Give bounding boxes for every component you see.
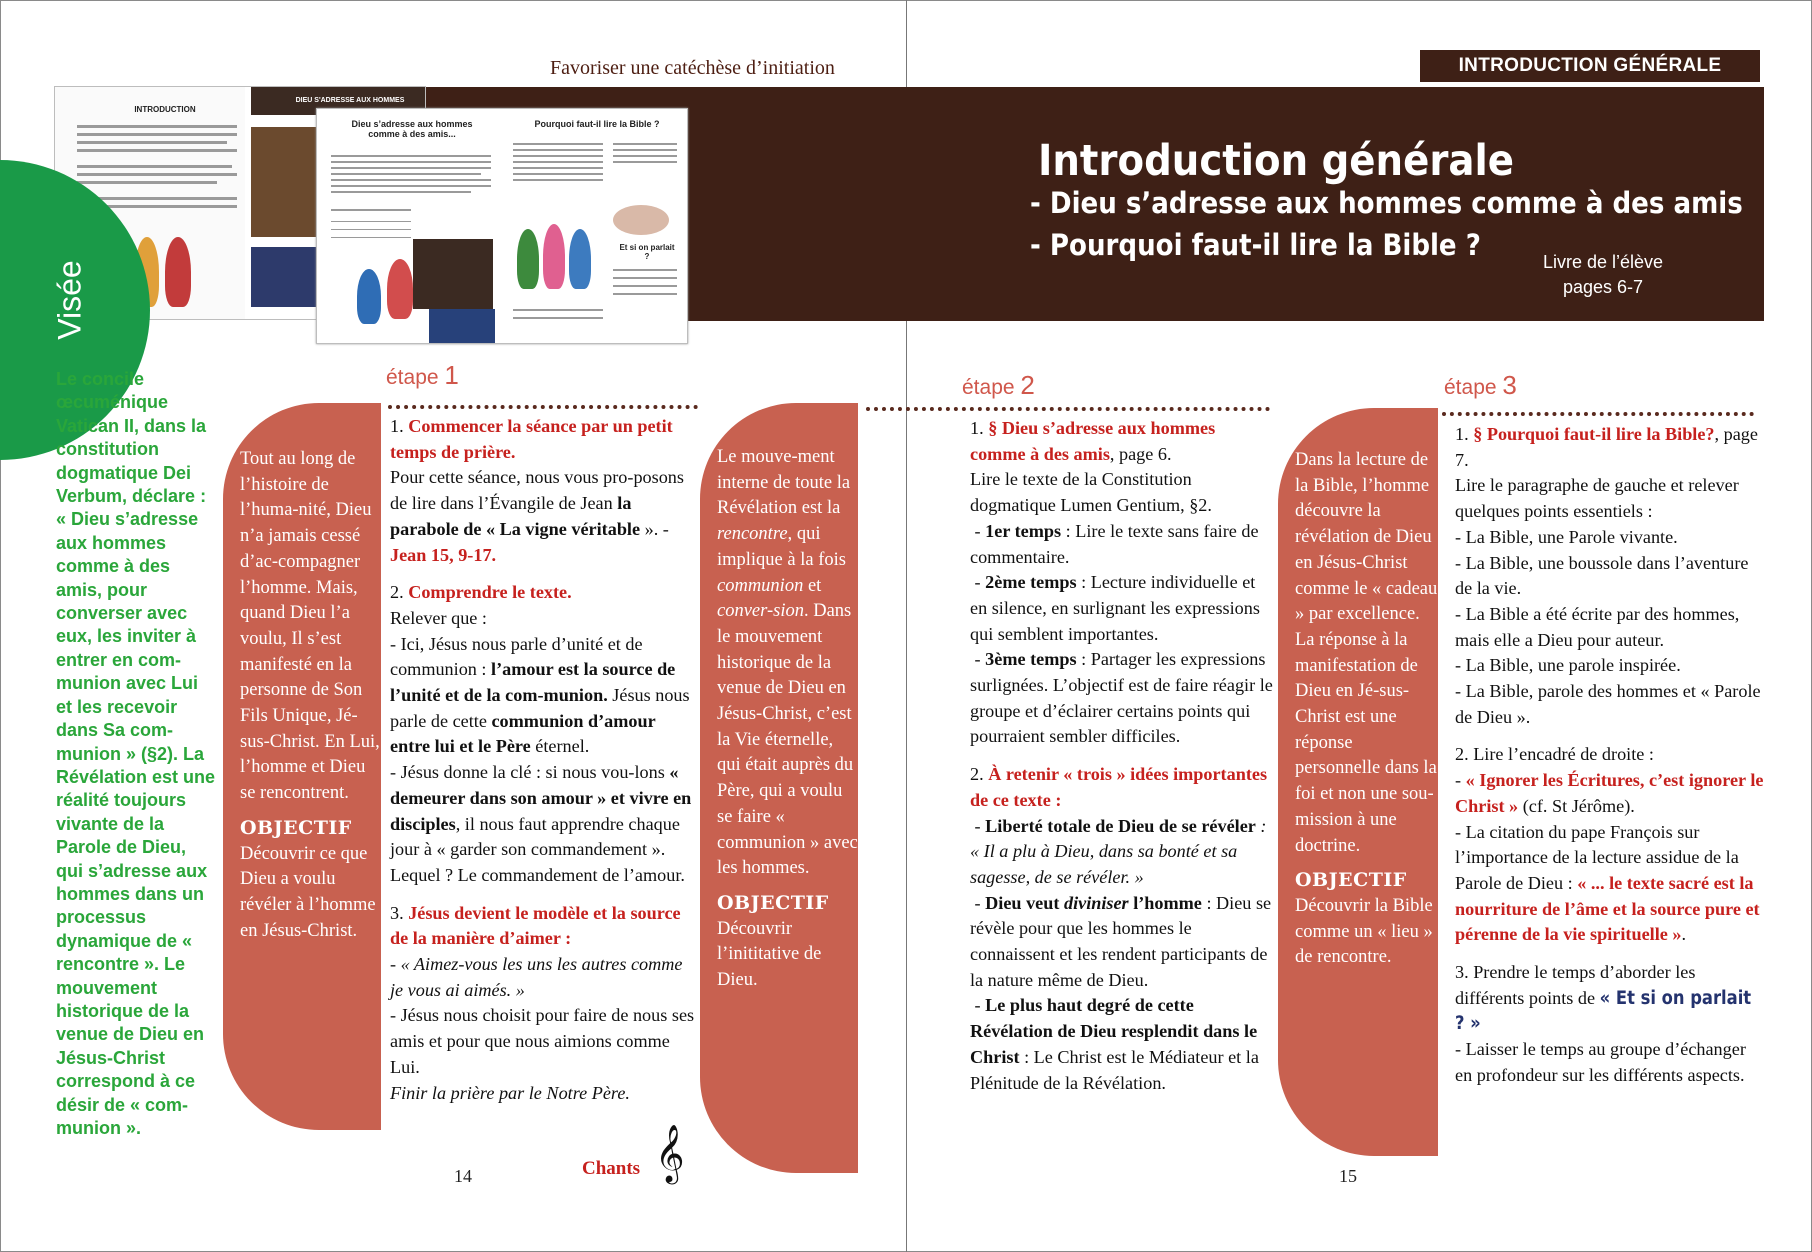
step-2-content: 1. § Dieu s’adresse aux hommes comme à des amis, page 6. Lire le texte de la Constitution dogmatique Lumen Gentium, §2. - 1er temps : Lire le texte sans faire de commentaire. - 2ème temps : Lecture individuelle et en silence, en surlignant les expressions qui semblent importantes. - 3ème temps : Partager les expressions surlignées. L’objectif est de faire réagir le groupe et d’éclairer certains points qui pourraient sembler difficiles. 2. À retenir « trois » idées importantes de ce texte : - Liberté totale de Dieu de se révéler : « Il a plu à Dieu, dans sa bonté et sa sagesse, de se révéler. » - Dieu veut diviniser l’homme : Dieu se révèle pour que les hommes le connaissent et les rendent participants de la nature même de Dieu. - Le plus haut degré de cette Révélation de Dieu resplendit dans le Christ : Le Christ est le Médiateur et la Plénitude de la Révélation. xyxy=(970,418,1273,1093)
running-title: Favoriser une catéchèse d’initiation xyxy=(550,57,835,79)
thumb-heading: Pourquoi faut-il lire la Bible ? xyxy=(534,119,660,129)
book-reference: Livre de l’élève pages 6-7 xyxy=(1542,252,1664,297)
visee-text: Le concile œcuménique Vatican II, dans la constitution dogmatique Dei Verbum, déclare : « Dieu s’adresse aux hommes comme à des amis, pour converser avec eux, les inviter à entrer en com-munion avec Lui et les recevoir dans Sa com-munion » (§2). La Révélation est une réalité toujours vivante de la Parole de Dieu, qui s’adresse aux hommes dans un processus dynamique de « rencontre ». Le mouvement historique de la venue de Dieu en Jésus-Christ correspond à ce désir de « com-munion ». xyxy=(56,369,216,1138)
thumb-heading: Et si on parlait ? xyxy=(619,243,675,261)
page-number-right: 15 xyxy=(1339,1166,1357,1186)
page-number-left: 14 xyxy=(454,1166,472,1186)
step-2-sidebar: Le mouve-ment interne de toute la Révélation est la rencontre, qui implique à la fois communion et conver-sion. Dans le mouvement historique de la venue de Dieu en Jésus-Christ, c’est la Vie éternelle, qui était auprès du Père, qui a voulu se faire « communion » avec les hommes. OBJECTIF Découvrir l’inititative de Dieu. xyxy=(700,403,858,1173)
thumbnail-spread-front xyxy=(316,108,688,344)
step-1-sidebar: Tout au long de l’histoire de l’huma-nité, Dieu n’a jamais cessé d’ac-compagner l’homme. Mais, quand Dieu l’a voulu, Il s’est manifesté en la personne de Son Fils Unique, Jé-sus-Christ. En Lui, l’homme et Dieu se rencontrent. OBJECTIF Découvrir ce que Dieu a voulu révéler à l’homme en Jésus-Christ. xyxy=(223,403,381,1130)
chants-label: Chants xyxy=(582,1158,641,1179)
thumb-heading: DIEU S'ADRESSE AUX HOMMES xyxy=(295,97,405,104)
objectif-heading: OBJECTIF xyxy=(1295,869,1407,892)
step-3-content: 1. § Pourquoi faut-il lire la Bible?, page 7. Lire le paragraphe de gauche et relever quelques points essentiels : - La Bible, une Parole vivante. - La Bible, une boussole dans l’aventure de la vie. - La Bible a été écrite par des hommes, mais elle a Dieu pour auteur. - La Bible, une parole inspirée. - La Bible, parole des hommes et « Parole de Dieu ». 2. Lire l’encadré de droite : - « Ignorer les Écritures, c’est ignorer le Christ » (cf. St Jérôme). - La citation du pape François sur l’importance de la lecture assidue de la Parole de Dieu : « ... le texte sacré est la nourriture de l’âme et la source pure et pérenne de la vie spirituelle ». 3. Prendre le temps d’aborder les différents points de « Et si on parlait ? » - Laisser le temps au groupe d’échanger en profondeur sur les différents aspects. xyxy=(1455,424,1764,1085)
step-2-label: étape 2 xyxy=(962,370,1035,400)
section-tag: INTRODUCTION GÉNÉRALE xyxy=(1420,50,1760,82)
banner-title: Introduction générale xyxy=(1038,136,1515,186)
banner-subtitle-2: - Pourquoi faut-il lire la Bible ? xyxy=(1030,228,1481,262)
step-3-sidebar: Dans la lecture de la Bible, l’homme découvre la révélation de Dieu en Jésus-Christ comme le « cadeau » par excellence. La réponse à la manifestation de Dieu en Jé-sus-Christ est une réponse personnelle dans la foi et non une sou-mission à une doctrine. OBJECTIF Découvrir la Bible comme un « lieu » de rencontre. xyxy=(1278,408,1438,1156)
step-1-label: étape 1 xyxy=(386,360,459,390)
step-1-content: 1. Commencer la séance par un petit temps de prière. Pour cette séance, nous vous pro-posons de lire dans l’Évangile de Jean la parabole de « La vigne véritable ». - Jean 15, 9-17. 2. Comprendre le texte. Relever que : - Ici, Jésus nous parle d’unité et de communion : l’amour est la source de l’unité et de la com-munion. Jésus nous parle de cette communion d’amour entre lui et le Père éternel. - Jésus donne la clé : si nous vou-lons « demeurer dans son amour » et vivre en disciples, il nous faut apprendre chaque jour à « garder son commandement ». Lequel ? Le commandement de l’amour. 3. Jésus devient le modèle et la source de la manière d’aimer : - « Aimez-vous les uns les autres comme je vous ai aimés. » - Jésus nous choisit pour faire de nous ses amis et pour que nous aimions comme Lui. Finir la prière par le Notre Père. xyxy=(390,416,695,1103)
objectif-heading: OBJECTIF xyxy=(240,816,352,839)
visee-label: Visée xyxy=(51,260,88,340)
dotted-rule-1 xyxy=(388,405,698,409)
objectif-heading: OBJECTIF xyxy=(717,891,829,914)
step-3-label: étape 3 xyxy=(1444,370,1517,400)
dotted-rule-3 xyxy=(1442,412,1754,416)
thumb-heading: Dieu s’adresse aux hommes comme à des amis... xyxy=(351,119,473,139)
treble-clef-icon: 𝄞 xyxy=(655,1124,685,1182)
thumb-heading: INTRODUCTION xyxy=(134,105,196,114)
dotted-rule-2 xyxy=(866,407,1270,411)
banner-subtitle-1: - Dieu s’adresse aux hommes comme à des amis xyxy=(1030,186,1743,220)
